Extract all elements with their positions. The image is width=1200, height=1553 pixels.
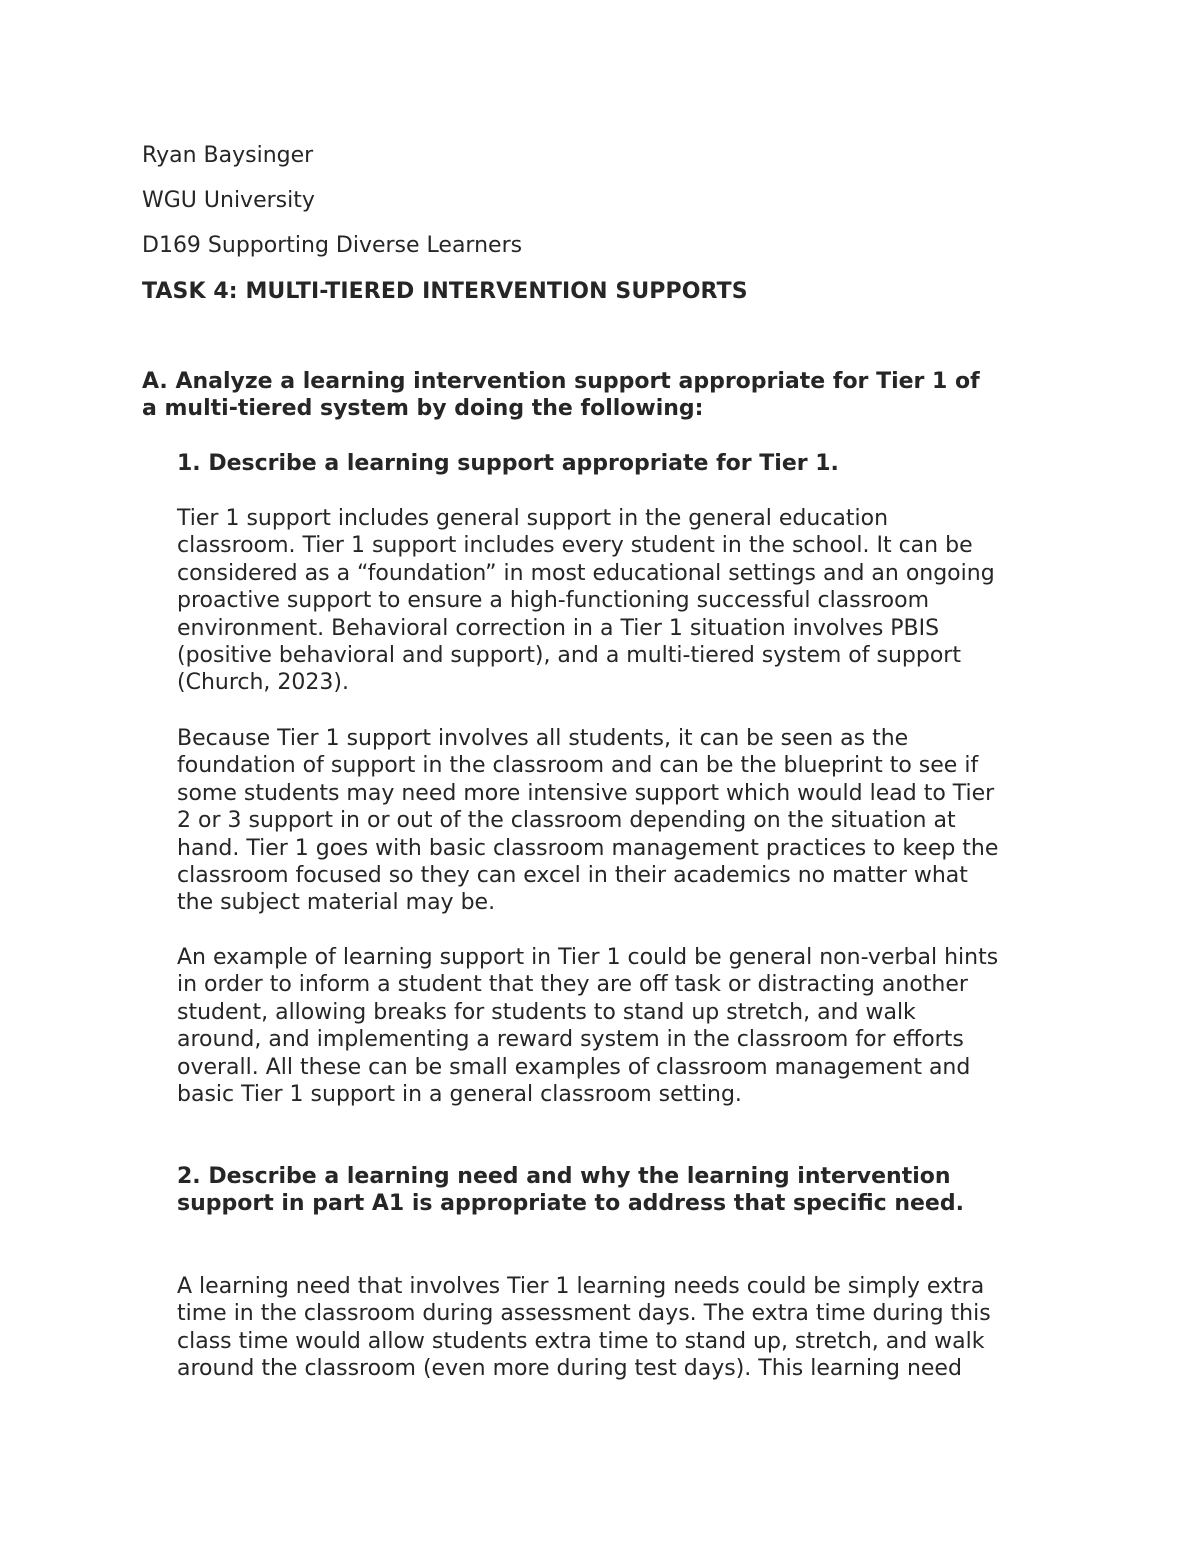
- question-2-prompt: [177, 1163, 1077, 1218]
- paragraph-line: classroom. Tier 1 support includes every student in the school. It can be: [177, 533, 973, 559]
- question-2-prompt-line: support in part A1 is appropriate to address that specific need.: [177, 1191, 964, 1217]
- course-name: D169 Supporting Diverse Learners: [142, 233, 523, 258]
- paragraph-line: An example of learning support in Tier 1 could be general non-verbal hints: [177, 945, 999, 970]
- paragraph-line: A learning need that involves Tier 1 learning needs could be simply extra: [177, 1274, 985, 1299]
- q1-paragraph-3: [177, 944, 1077, 1108]
- paragraph-line: classroom focused so they can excel in their academics no matter what: [177, 863, 968, 889]
- paragraph-line: around the classroom (even more during test days). This learning need: [177, 1356, 962, 1382]
- paragraph-line: (Church, 2023).: [177, 670, 349, 696]
- paragraph-line: 2 or 3 support in or out of the classroom depending on the situation at: [177, 808, 956, 834]
- paragraph-line: Because Tier 1 support involves all students, it can be seen as the: [177, 726, 909, 751]
- paragraph-line: (positive behavioral and support), and a multi-tiered system of support: [177, 643, 961, 669]
- paragraph-line: Tier 1 support includes general support in the general education: [177, 506, 889, 531]
- institution-name: WGU University: [142, 188, 315, 213]
- paragraph-line: foundation of support in the classroom and can be the blueprint to see if: [177, 753, 979, 779]
- section-a-prompt-line: a multi-tiered system by doing the following:: [142, 396, 704, 422]
- paragraph-line: overall. All these can be small examples of classroom management and: [177, 1054, 971, 1080]
- q1-paragraph-1: [177, 505, 1077, 697]
- paragraph-line: around, and implementing a reward system in the classroom for efforts: [177, 1027, 964, 1053]
- paragraph-line: some students may need more intensive support which would lead to Tier: [177, 780, 995, 806]
- paragraph-line: hand. Tier 1 goes with basic classroom management practices to keep the: [177, 835, 999, 861]
- paragraph-line: the subject material may be.: [177, 890, 496, 916]
- paragraph-line: environment. Behavioral correction in a Tier 1 situation involves PBIS: [177, 615, 940, 641]
- paragraph-line: in order to inform a student that they are off task or distracting another: [177, 972, 968, 998]
- section-a-prompt-line: A. Analyze a learning intervention support appropriate for Tier 1 of: [142, 369, 980, 394]
- question-1-prompt: 1. Describe a learning support appropriate for Tier 1.: [177, 451, 839, 476]
- paragraph-line: class time would allow students extra time to stand up, stretch, and walk: [177, 1328, 985, 1354]
- paragraph-line: considered as a “foundation” in most educational settings and an ongoing: [177, 560, 995, 586]
- paragraph-line: proactive support to ensure a high-functioning successful classroom: [177, 588, 929, 614]
- section-a-prompt: [142, 368, 1102, 423]
- q2-paragraph: [177, 1273, 1077, 1383]
- paragraph-line: student, allowing breaks for students to stand up stretch, and walk: [177, 999, 916, 1025]
- paragraph-line: basic Tier 1 support in a general classroom setting.: [177, 1082, 742, 1108]
- author-name: Ryan Baysinger: [142, 143, 314, 168]
- question-2-prompt-line: 2. Describe a learning need and why the learning intervention: [177, 1164, 951, 1189]
- q1-paragraph-2: [177, 725, 1077, 917]
- paragraph-line: time in the classroom during assessment days. The extra time during this: [177, 1301, 991, 1327]
- task-title: TASK 4: MULTI-TIERED INTERVENTION SUPPORTS: [142, 279, 748, 304]
